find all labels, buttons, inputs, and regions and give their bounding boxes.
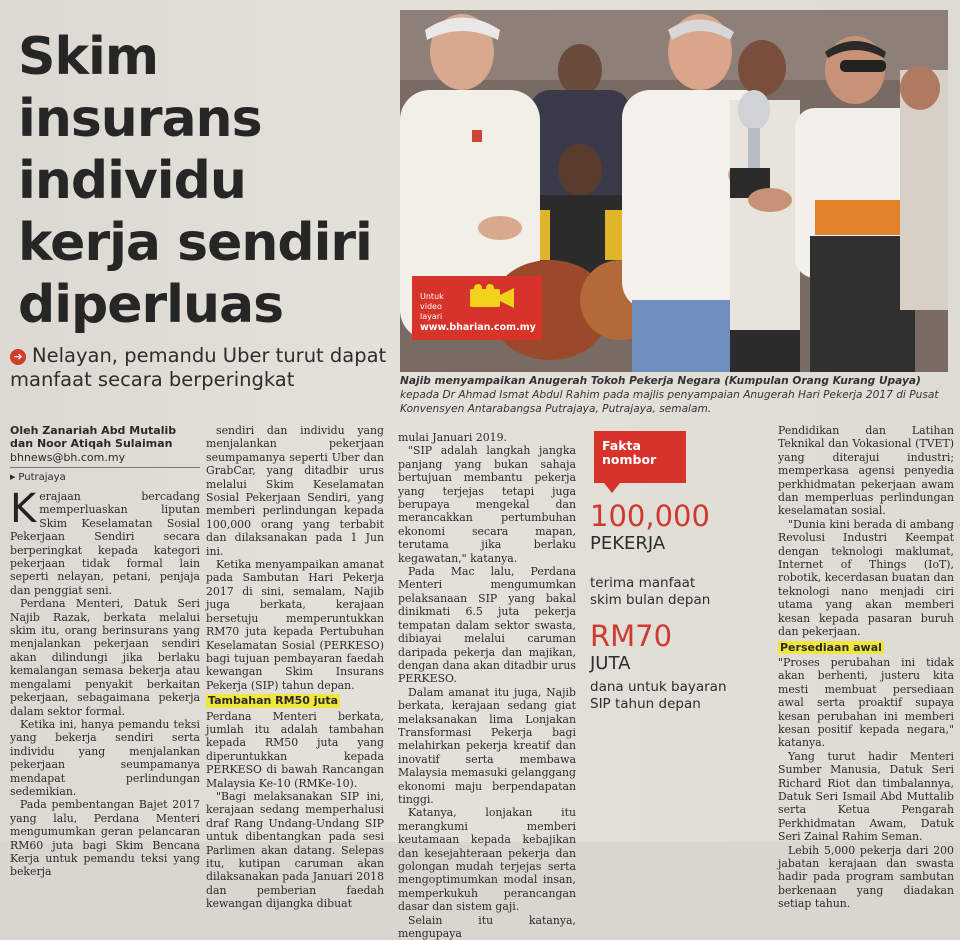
fakta-nombor-badge: Fakta nombor	[594, 431, 686, 483]
fact-figure-1: 100,000	[590, 499, 710, 533]
column-5	[778, 424, 954, 911]
paragraph: "Proses perubahan ini tidak akan berhenti, justeru kita mesti membuat persediaan awal serta proaktif supaya kesan perubahan ini memberi kesan positif kepada negara," katanya.	[778, 655, 954, 750]
video-badge-url: www.bharian.com.my	[420, 322, 536, 333]
paragraph: Ketika ini, hanya pemandu teksi yang bekerja sendiri serta individu yang menjalankan pekerjaan seumpamanya mendapat perlindungan sedemikian.	[10, 717, 200, 798]
paragraph-text: erajaan bercadang memperluaskan liputan Skim Keselamatan Sosial Pekerjaan Sendiri secara berperingkat kepada kategori pekerjaan tidak formal lain seperti nelayan, petani, penjaja dan penggiat seni.	[10, 490, 200, 597]
video-camera-icon	[468, 284, 516, 312]
caption-bold: Najib menyampaikan Anugerah Tokoh Pekerja Negara (Kumpulan Orang Kurang Upaya)	[400, 375, 921, 387]
video-badge-text: Untuk video layari	[420, 292, 444, 321]
divider	[10, 467, 200, 468]
caption-rest: kepada Dr Ahmad Ismat Abdul Rahim pada majlis penyampaian Anugerah Hari Pekerja 2017 di Pusat Konvensyen Antarabangsa Putrajaya, Putrajaya, semalam.	[400, 389, 939, 415]
paragraph: "SIP adalah langkah jangka panjang yang bukan sahaja bertujuan membantu pekerja yang terjejas tetapi juga berupaya mengekal dan merancakkan pertumbuhan ekonomi secara mapan, terutama jika berlaku kegawatan," katanya.	[398, 444, 576, 565]
paragraph: Dalam amanat itu juga, Najib berkata, kerajaan sedang giat melaksanakan lima Lonjakan Transformasi Pekerja bagi melahirkan pekerja kreatif dan inovatif serta membawa Malaysia memasuki gelanggang ekonomi maju berpendapatan tinggi.	[398, 685, 576, 806]
paragraph: Perdana Menteri berkata, jumlah itu adalah tambahan kepada RM50 juta yang diperuntukkan kepada PERKESO di bawah Rancangan Malaysia Ke-10 (RMKe-10).	[206, 709, 384, 790]
headline: Skim insurans individu kerja sendiri diperluas	[18, 27, 372, 335]
photo-caption	[400, 374, 948, 416]
subhead-highlight: Persediaan awal	[780, 640, 882, 654]
subheadline	[10, 344, 390, 392]
paragraph: sendiri dan individu yang menjalankan pekerjaan seumpamanya seperti Uber dan GrabCar, yang ditadbir urus melalui Skim Keselamatan Sosial Pekerjaan Sendiri, yang memberi perlindungan kepada 100,000 orang yang terbabit dan dilaksanakan pada 1 Jun ini.	[206, 424, 384, 558]
paragraph: Pada Mac lalu, Perdana Menteri mengumumkan pelaksanaan SIP yang bakal dinikmati 6.5 juta pekerja tempatan dalam sektor swasta, dibiayai melalui caruman daripada pekerja dan majikan, dengan dana akan ditadbir urus PERKESO.	[398, 565, 576, 686]
news-photo	[400, 10, 948, 372]
fact-description-2: dana untuk bayaran SIP tahun depan	[590, 679, 727, 712]
dateline: ▶ Putrajaya	[10, 472, 66, 483]
drop-cap: K	[10, 486, 37, 532]
byline-email: bhnews@bh.com.my	[10, 451, 126, 464]
paragraph: "Bagi melaksanakan SIP ini, kerajaan sedang memperhalusi draf Rang Undang-Undang SIP untuk dibentangkan pada sesi Parlimen akan datang. Selepas itu, kutipan caruman akan dilaksanakan pada Januari 2018 dan pemberian faedah kewangan dijangka dibuat	[206, 789, 384, 911]
column-2	[206, 424, 384, 911]
fact-unit-1: PEKERJA	[590, 533, 666, 554]
column-1	[10, 486, 200, 879]
paragraph: "Dunia kini berada di ambang Revolusi Industri Keempat dengan teknologi maklumat, Internet of Things (IoT), robotik, kecerdasan buatan dan teknologi nano menjadi ciri utama yang akan memberi kesan kepada pasaran buruh dan pekerjaan.	[778, 517, 954, 639]
paragraph: Yang turut hadir Menteri Sumber Manusia, Datuk Seri Richard Riot dan timbalannya, Datuk Seri Ismail Abd Muttalib serta Ketua Pengarah Perkhidmatan Awam, Datuk Seri Zainal Rahim Seman.	[778, 749, 954, 844]
column-3	[398, 431, 576, 940]
video-badge	[412, 276, 542, 340]
paragraph: Selain itu katanya, mengupaya	[398, 913, 576, 940]
paragraph: Pada pembentangan Bajet 2017 yang lalu, Perdana Menteri mengumumkan geran pelancaran RM60 juta bagi Skim Bencana Kerja untuk pemandu teksi yang bekerja	[10, 798, 200, 879]
paragraph: mulai Januari 2019.	[398, 431, 507, 444]
paragraph: Perdana Menteri, Datuk Seri Najib Razak, berkata melalui skim itu, orang berinsurans yang menjalankan pekerjaan sendiri akan dilindungi jika berlaku kemalangan semasa bekerja atau mengalami penyakit berkaitan pekerjaan, sebagaimana pekerja dalam sektor formal.	[10, 597, 200, 718]
fact-description-1: terima manfaat skim bulan depan	[590, 575, 711, 608]
paragraph: Katanya, lonjakan itu merangkumi memberi keutamaan kepada kebajikan dan kesejahteraan pekerja dan golongan mudah terjejas serta mengoptimumkan modal insan, memperkukuh perancangan dasar dan sistem gaji.	[398, 806, 576, 914]
arrow-right-icon: ➔	[10, 349, 26, 365]
paragraph: Pendidikan dan Latihan Teknikal dan Vokasional (TVET) yang diterajui industri; memperkasa agensi penyedia perkhidmatan pekerjaan awam dan memperluas perlindungan keselamatan sosial.	[778, 424, 954, 518]
fact-unit-2: JUTA	[590, 653, 631, 674]
subhead-highlight: Tambahan RM50 juta	[208, 694, 339, 708]
paragraph: Ketika menyampaikan amanat pada Sambutan Hari Pekerja 2017 di sini, semalam, Najib juga berkata, kerajaan bersetuju memperuntukkan RM70 juta kepada Pertubuhan Keselamatan Sosial (PERKESO) bagi tujuan pembayaran faedah kewangan Skim Insurans Pekerja (SIP) tahun depan.	[206, 558, 384, 692]
fact-figure-2: RM70	[590, 619, 673, 653]
byline: Oleh Zanariah Abd Mutalib dan Noor Atiqah Sulaiman	[10, 424, 177, 450]
subheadline-text: Nelayan, pemandu Uber turut dapat manfaat secara berperingkat	[10, 344, 387, 391]
paragraph: Lebih 5,000 pekerja dari 200 jabatan kerajaan dan swasta hadir pada program sambutan berkenaan yang diadakan setiap tahun.	[778, 843, 954, 911]
paragraph	[10, 486, 200, 597]
